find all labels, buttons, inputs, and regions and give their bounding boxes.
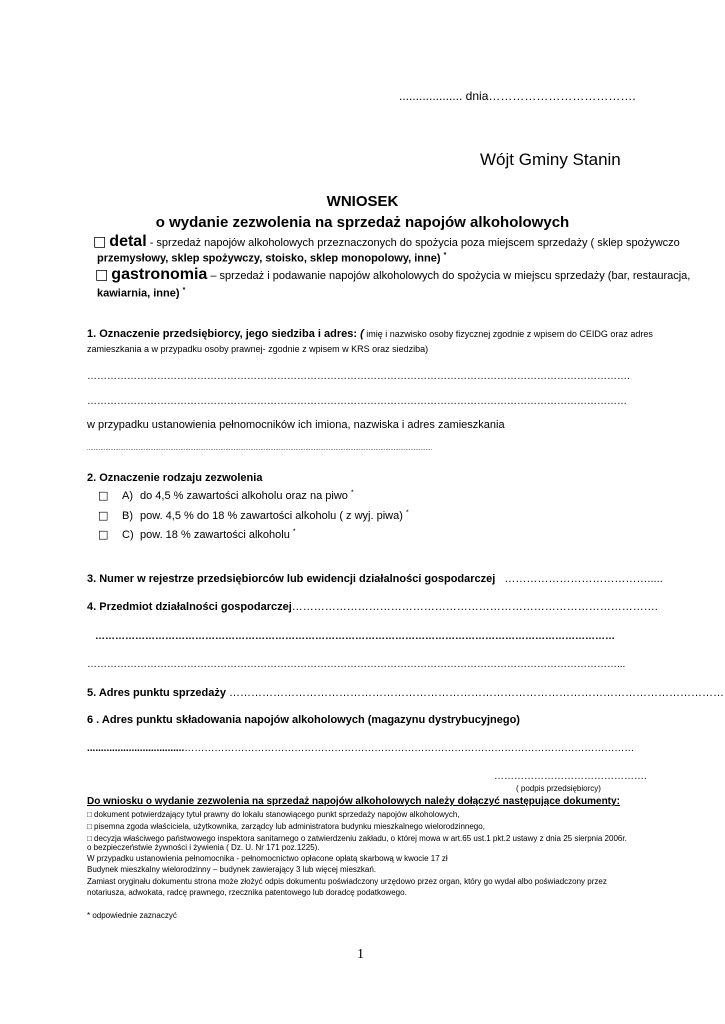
attachment-line: □ pisemna zgoda właściciela, użytkownika, zarządcy lub administratora budynku mieszkalnego wielorodzinnego, bbox=[87, 822, 485, 831]
section5-row bbox=[87, 687, 724, 699]
permit-option-a: □ A) do 4,5 % zawartości alkoholu oraz na piwo * bbox=[98, 489, 354, 502]
permit-c-checkbox[interactable]: □ bbox=[98, 528, 109, 541]
page-number: 1 bbox=[357, 947, 364, 962]
permit-b-checkbox[interactable]: □ bbox=[98, 509, 109, 522]
footnote: * odpowiednie zaznaczyć bbox=[87, 911, 177, 920]
section4-field-2[interactable]: ………………………………………………………………………………………………………………………………………… bbox=[95, 631, 615, 642]
gastronomia-description: – sprzedaż i podawanie napojów alkoholowych do spożycia w miejscu sprzedaży (bar, restauracja, bbox=[207, 270, 691, 282]
section6-field[interactable]: ...................................……………………………………………………………………………………………………………………… bbox=[87, 743, 635, 754]
attachment-line: notariusza, adwokata, radcę prawnego, rzecznika patentowego lub doradcę podatkowego. bbox=[87, 888, 407, 897]
detal-checkbox[interactable]: □ bbox=[93, 234, 107, 250]
detal-description: - sprzedaż napojów alkoholowych przeznaczonych do spożycia poza miejscem sprzedaży ( sklep spożywczo bbox=[146, 237, 680, 249]
gastronomia-asterisk: * bbox=[182, 287, 186, 294]
attachment-line: Zamiast oryginału dokumentu strona może złożyć odpis dokumentu poświadczony urzędowo przez organ, który go wydał albo poświadczony przez bbox=[87, 877, 607, 886]
section2-heading: 2. Oznaczenie rodzaju zezwolenia bbox=[87, 472, 263, 484]
attachment-line: □ dokument potwierdzający tytuł prawny do lokalu stanowiącego punkt sprzedaży napojów alkoholowych, bbox=[87, 810, 460, 819]
section3-field[interactable]: …………………………………..... bbox=[504, 573, 663, 585]
date-line: ................... dnia………………………………. bbox=[399, 89, 636, 103]
permit-option-c: □ C) pow. 18 % zawartości alkoholu * bbox=[98, 528, 296, 541]
detal-label: detal bbox=[109, 233, 147, 250]
addressee: Wójt Gminy Stanin bbox=[480, 150, 621, 169]
section4-field-1[interactable]: ………………………………………………………………………………………. bbox=[291, 601, 658, 613]
section5-field[interactable]: ……………………………………………………………………………………………………………………… bbox=[229, 687, 725, 699]
attachment-line: W przypadku ustanowienia pełnomocnika - pełnomocnictwo opłacone opłatą skarbową w kwocie 17 zł bbox=[87, 854, 448, 863]
section4-field-3[interactable]: ……………………………………………………………………………………………………………………………………………... bbox=[87, 659, 626, 670]
attachment-line: Budynek mieszkalny wielorodzinny – budynek zawierający 3 lub więcej mieszkań. bbox=[87, 865, 377, 874]
gastronomia-description-line2: kawiarnia, inne) * bbox=[97, 287, 186, 300]
section4-heading: 4. Przedmiot działalności gospodarczej bbox=[87, 601, 292, 613]
section1-field-2[interactable]: ……………………………………………………………………………………………………………………………………………… bbox=[87, 396, 627, 407]
plenipotentiary-field[interactable]: ............................................................................................................................................................................................................... bbox=[87, 446, 433, 452]
form-subtitle: o wydanie zezwolenia na sprzedaż napojów alkoholowych bbox=[155, 214, 570, 231]
section4-row bbox=[87, 601, 658, 613]
attachment-line: □ decyzja właściwego państwowego inspektora sanitarnego o zatwierdzeniu zakładu, o której mowa w art.65 ust.1 pkt.2 ustawy z dnia 25 sierpnia 2006r. bbox=[87, 834, 627, 843]
form-title: WNIOSEK bbox=[326, 193, 399, 210]
detal-asterisk: * bbox=[443, 252, 447, 259]
section5-heading: 5. Adres punktu sprzedaży bbox=[87, 687, 226, 699]
section1-heading-row: 1. Oznaczenie przedsiębiorcy, jego siedziba i adres: ( imię i nazwisko osoby fizycznej zgodnie z wpisem do CEIDG oraz adres bbox=[87, 328, 653, 340]
section3-heading: 3. Numer w rejestrze przedsiębiorców lub ewidencji działalności gospodarczej bbox=[87, 573, 496, 585]
section1-note-line2: zamieszkania a w przypadku osoby prawnej- zgodnie z wpisem w KRS oraz siedziba) bbox=[87, 344, 429, 354]
section1-field-1[interactable]: ………………………………………………………………………………………………………………………………………………. bbox=[87, 371, 630, 382]
signature-label: ( podpis przedsiębiorcy) bbox=[516, 784, 601, 793]
detal-description-line2: przemysłowy, sklep spożywczy, stoisko, sklep monopolowy, inne) * bbox=[97, 252, 447, 265]
signature-field[interactable]: ………………………………………. bbox=[494, 771, 647, 782]
option-detal bbox=[93, 233, 680, 251]
plenipotentiary-label: w przypadku ustanowienia pełnomocników ich imiona, nazwiska i adres zamieszkania bbox=[87, 419, 505, 431]
gastronomia-label: gastronomia bbox=[111, 266, 208, 283]
gastronomia-checkbox[interactable]: □ bbox=[95, 267, 109, 283]
attachments-heading: Do wniosku o wydanie zezwolenia na sprzedaż napojów alkoholowych należy dołączyć następujące dokumenty: bbox=[87, 796, 620, 807]
option-gastronomia bbox=[95, 266, 690, 284]
section6-heading: 6 . Adres punktu składowania napojów alkoholowych (magazynu dystrybucyjnego) bbox=[87, 714, 520, 726]
permit-a-checkbox[interactable]: □ bbox=[98, 489, 109, 502]
section1-note: imię i nazwisko osoby fizycznej zgodnie z wpisem do CEIDG oraz adres bbox=[363, 329, 653, 339]
attachment-line: o bezpieczeństwie żywności i żywienia ( Dz. U. Nr 171 poz.1225). bbox=[87, 843, 320, 852]
section3-row bbox=[87, 573, 663, 585]
section1-heading: 1. Oznaczenie przedsiębiorcy, jego siedziba i adres: bbox=[87, 328, 357, 340]
permit-option-b: □ B) pow. 4,5 % do 18 % zawartości alkoholu ( z wyj. piwa) * bbox=[98, 509, 409, 522]
